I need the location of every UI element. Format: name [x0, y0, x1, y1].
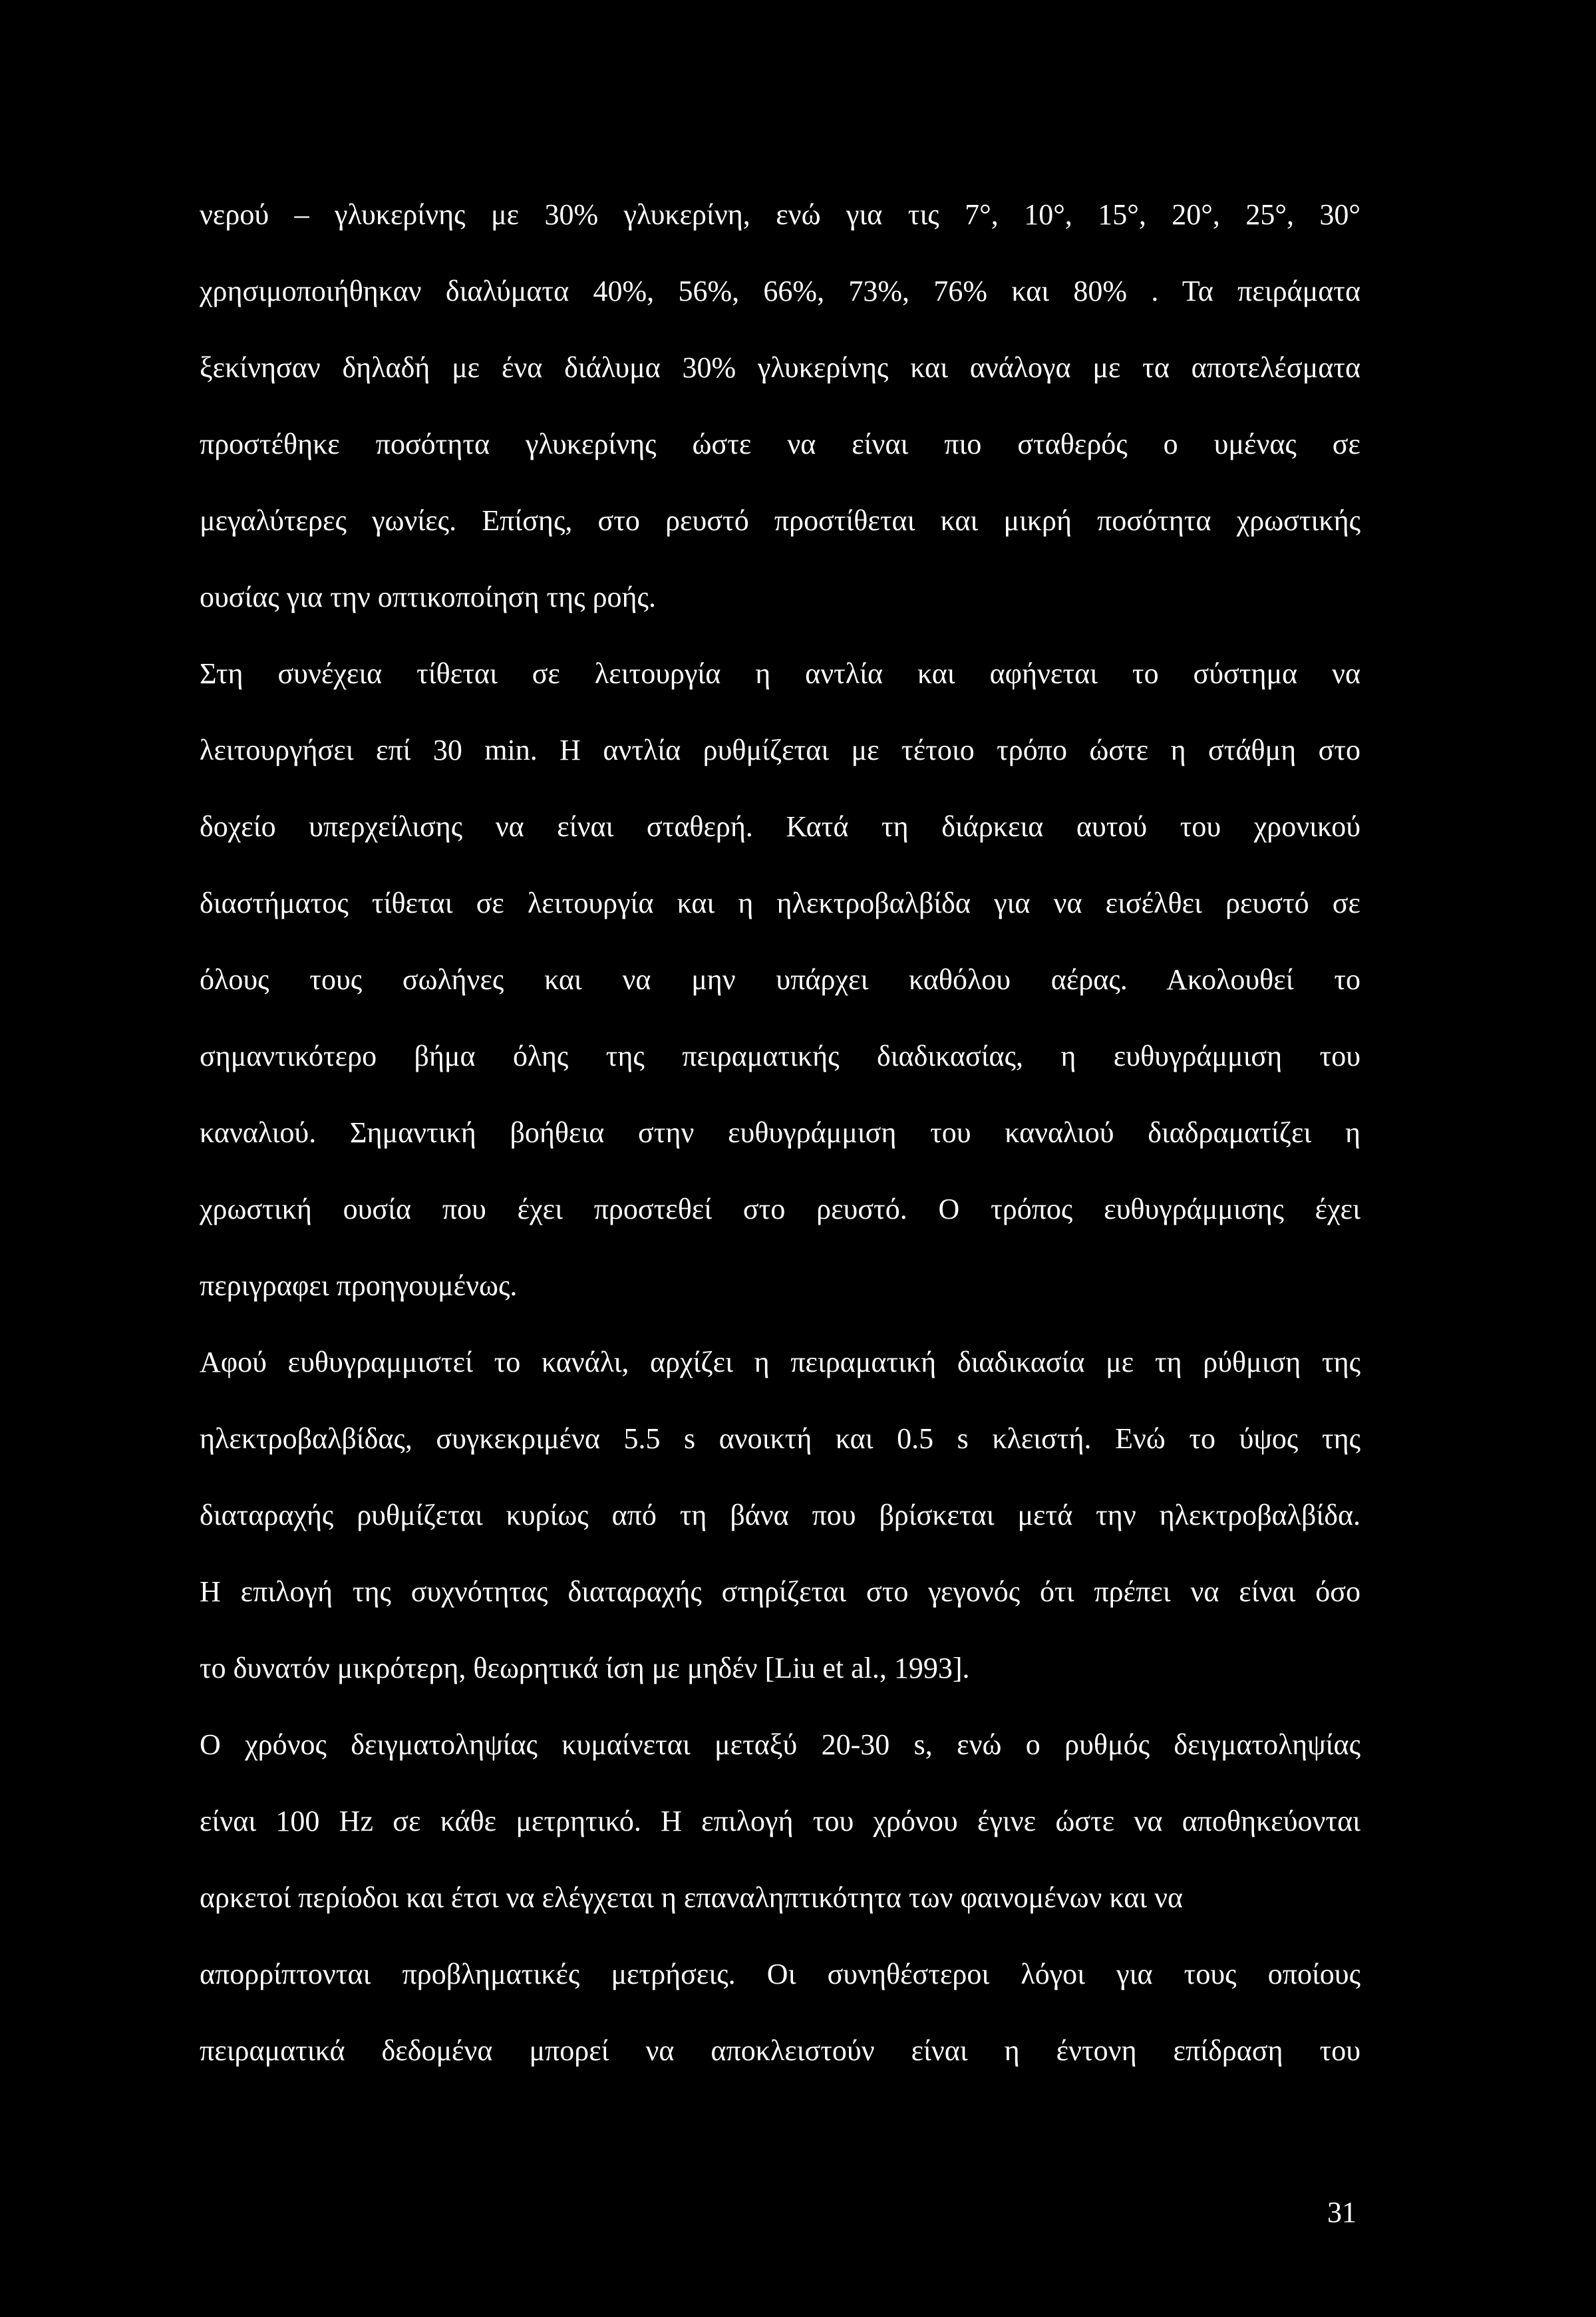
- text-line: μεγαλύτερες γωνίες. Επίσης, στο ρευστό προστίθεται και μικρή ποσότητα χρωστικής: [200, 504, 1360, 537]
- text-line: προστέθηκε ποσότητα γλυκερίνης ώστε να είναι πιο σταθερός ο υμένας σε: [200, 428, 1360, 460]
- text-line: είναι 100 Hz σε κάθε μετρητικό. Η επιλογή του χρόνου έγινε ώστε να αποθηκεύονται: [200, 1805, 1360, 1837]
- text-line: απορρίπτονται προβληματικές μετρήσεις. Οι συνηθέστεροι λόγοι για τους οποίους: [200, 1958, 1360, 1990]
- text-line: ηλεκτροβαλβίδας, συγκεκριμένα 5.5 s ανοικτή και 0.5 s κλειστή. Ενώ το ύψος της: [200, 1422, 1360, 1455]
- body-text: [200, 178, 1360, 2091]
- text-line: νερού – γλυκερίνης με 30% γλυκερίνη, ενώ για τις 7°, 10°, 15°, 20°, 25°, 30°: [200, 198, 1360, 231]
- text-line: χρησιμοποιήθηκαν διαλύματα 40%, 56%, 66%, 73%, 76% και 80% . Τα πειράματα: [200, 275, 1360, 307]
- page-number: 31: [1327, 2196, 1357, 2229]
- text-line: ουσίας για την οπτικοποίηση της ροής.: [200, 581, 656, 613]
- text-line: σημαντικότερο βήμα όλης της πειραματικής διαδικασίας, η ευθυγράμμιση του: [200, 1040, 1360, 1072]
- text-line: διαστήματος τίθεται σε λειτουργία και η ηλεκτροβαλβίδα για να εισέλθει ρευστό σε: [200, 887, 1360, 919]
- text-line: το δυνατόν μικρότερη, θεωρητικά ίση με μηδέν [Liu et al., 1993].: [200, 1652, 970, 1684]
- text-line: λειτουργήσει επί 30 min. Η αντλία ρυθμίζεται με τέτοιο τρόπο ώστε η στάθμη στο: [200, 734, 1360, 766]
- text-line: Η επιλογή της συχνότητας διαταραχής στηρίζεται στο γεγονός ότι πρέπει να είναι όσο: [200, 1575, 1360, 1608]
- text-line: διαταραχής ρυθμίζεται κυρίως από τη βάνα που βρίσκεται μετά την ηλεκτροβαλβίδα.: [200, 1499, 1360, 1531]
- text-line: ξεκίνησαν δηλαδή με ένα διάλυμα 30% γλυκερίνης και ανάλογα με τα αποτελέσματα: [200, 351, 1360, 384]
- text-line: πειραματικά δεδομένα μπορεί να αποκλειστούν είναι η έντονη επίδραση του: [200, 2034, 1360, 2067]
- text-line: όλους τους σωλήνες και να μην υπάρχει καθόλου αέρας. Ακολουθεί το: [200, 963, 1360, 996]
- text-line: Στη συνέχεια τίθεται σε λειτουργία η αντλία και αφήνεται το σύστημα να: [200, 657, 1360, 690]
- text-line: καναλιού. Σημαντική βοήθεια στην ευθυγράμμιση του καναλιού διαδραματίζει η: [200, 1116, 1360, 1149]
- text-line: χρωστική ουσία που έχει προστεθεί στο ρευστό. Ο τρόπος ευθυγράμμισης έχει: [200, 1193, 1360, 1225]
- text-line: περιγραφει προηγουμένως.: [200, 1269, 518, 1302]
- text-line: δοχείο υπερχείλισης να είναι σταθερή. Κατά τη διάρκεια αυτού του χρονικού: [200, 810, 1360, 843]
- text-line: αρκετοί περίοδοι και έτσι να ελέγχεται η επαναληπτικότητα των φαινομένων και να: [200, 1881, 1184, 1914]
- text-line: Ο χρόνος δειγματοληψίας κυμαίνεται μεταξύ 20-30 s, ενώ ο ρυθμός δειγματοληψίας: [200, 1728, 1360, 1761]
- text-line: Αφού ευθυγραμμιστεί το κανάλι, αρχίζει η πειραματική διαδικασία με τη ρύθμιση της: [200, 1346, 1360, 1378]
